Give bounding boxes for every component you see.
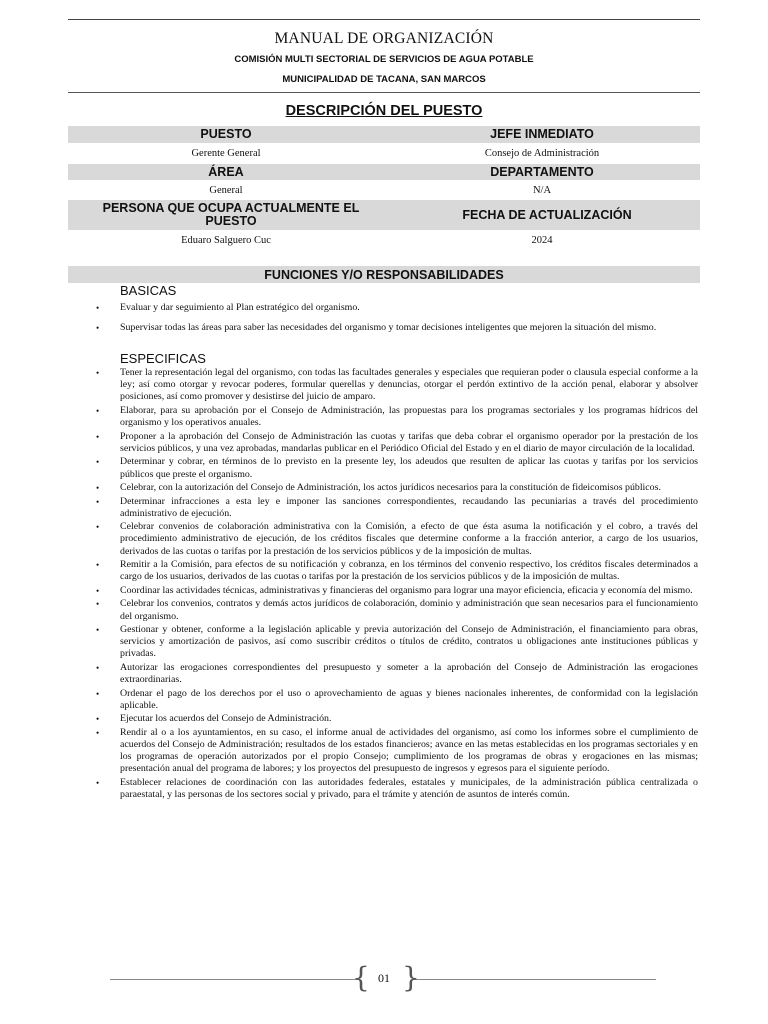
bullet-icon: • [96, 662, 100, 673]
list-item: • Tener la representación legal del organismo, con todas las facultades generales y especiales que requieran poder o clausula especial conforme a la ley; así como otorgar y revocar poderes, formular querellas y denuncias, otorgar el perdón extintivo de la acción penal, elaborar y absolver posiciones, así como promover y desistirse del juicio de amparo. [96, 367, 698, 403]
bullet-icon: • [96, 585, 100, 596]
position-table [68, 126, 700, 250]
list-item: • Elaborar, para su aprobación por el Consejo de Administración, las propuestas para los programas sectoriales y los programas hídricos del organismo y los operativos anuales. [96, 404, 698, 429]
bullet-icon: • [96, 688, 100, 699]
bullet-icon: • [96, 777, 100, 788]
list-item: • Proponer a la aprobación del Consejo de Administración las cuotas y tarifas que deba cobrar el organismo operador por la prestación de los servicios públicos, y una vez aprobadas, mandarlas publicar en el Periódico Oficial del Estado y en el diario de mayor circulación de la localidad. [96, 430, 698, 454]
departamento-label: DEPARTAMENTO [490, 164, 594, 179]
bullet-icon: • [96, 483, 100, 494]
area-label: ÁREA [208, 164, 244, 179]
position-value-row [68, 143, 700, 164]
list-item: • Ejecutar los acuerdos del Consejo de Administración. [96, 713, 332, 725]
list-item: • Ordenar el pago de los derechos por el uso o aprovechamiento de aguas y bienes nacionales inherentes, de conformidad con la legislación aplicable. [96, 687, 698, 711]
persona-value-row [68, 230, 700, 250]
specific-list [68, 367, 698, 803]
area-header-row [68, 164, 700, 180]
footer-rule-right [412, 979, 656, 980]
persona-label: PERSONA QUE OCUPA ACTUALMENTE EL PUESTO [102, 201, 360, 228]
bullet-icon: • [96, 496, 100, 507]
list-item: • Remitir a la Comisión, para efectos de su notificación y cobranza, en los términos del convenio respectivo, los créditos fiscales determinados a cargo de los usuarios, derivados de las cuotas o tarifas por la prestación de los servicios públicos y de la imposición de multas. [96, 559, 698, 583]
list-item: • Coordinar las actividades técnicas, administrativas y financieras del organismo para lograr una mayor eficiencia, eficacia y economía del mismo. [96, 584, 693, 596]
list-item: • Celebrar los convenios, contratos y demás actos jurídicos de colaboración, dominio y administración que sean necesarios para el funcionamiento del organismo. [96, 598, 698, 622]
bullet-icon: • [96, 368, 100, 378]
jefe-label: JEFE INMEDIATO [490, 127, 594, 141]
departamento-value: N/A [532, 184, 552, 196]
bullet-icon: • [96, 599, 100, 610]
bullet-icon: • [96, 303, 100, 313]
persona-value: Eduaro Salguero Cuc [181, 234, 271, 246]
right-brace-icon: } [402, 961, 420, 994]
list-item: • Rendir al o a los ayuntamientos, en su caso, el informe anual de actividades del organismo, así como los informes sobre el cumplimiento de acuerdos del Consejo de Administración; resultados de los estados financieros; avance en las metas establecidas en los programas sectoriales y en los programas de operación autorizados por el propio Consejo; cumplimiento de los programas de obras y erogaciones en las mismas; presentación anual del programa de labores; y los proyectos del presupuesto de ingresos y egresos para el siguiente período. [96, 726, 698, 775]
bullet-icon: • [96, 522, 100, 533]
list-item: • Autorizar las erogaciones correspondientes del presupuesto y someter a la aprobación del Consejo de Administración las erogaciones extraordinarias. [96, 661, 698, 686]
bullet-icon: • [96, 560, 100, 571]
bullet-icon: • [96, 457, 100, 468]
manual-title: MANUAL DE ORGANIZACIÓN [274, 30, 494, 47]
functions-title: FUNCIONES Y/O RESPONSABILIDADES [68, 266, 700, 283]
bullet-icon: • [96, 405, 100, 416]
organization-name: COMISIÓN MULTI SECTORIAL DE SERVICIOS DE AGUA POTABLE [234, 54, 534, 65]
jefe-value: Consejo de Administración [484, 148, 600, 159]
puesto-value: Gerente General [191, 148, 261, 159]
list-item: • Establecer relaciones de coordinación con las autoridades federales, estatales y municipales, de la administración pública centralizada o paraestatal, y las personas de los sectores social y privado, para el trámite y atención de asuntos de interés común. [96, 776, 698, 801]
bullet-icon: • [96, 323, 100, 333]
page-number: 01 [378, 971, 390, 985]
puesto-label: PUESTO [200, 127, 252, 141]
list-item: • Evaluar y dar seguimiento al Plan estratégico del organismo. [96, 302, 360, 313]
specific-heading: ESPECIFICAS [120, 351, 206, 366]
list-item: • Gestionar y obtener, conforme a la legislación aplicable y previa autorización del Consejo de Administración, el financiamiento para obras, servicios y amortización de pasivos, así como suscribir créditos o títulos de crédito, contratos u obligaciones ante instituciones públicas y privadas. [96, 624, 698, 660]
bullet-icon: • [96, 714, 100, 725]
bullet-icon: • [96, 727, 100, 738]
municipality-name: MUNICIPALIDAD DE TACANA, SAN MARCOS [282, 74, 486, 85]
persona-header-row [68, 200, 700, 230]
basic-list [68, 301, 698, 341]
list-item: • Celebrar convenios de colaboración administrativa con la Comisión, a efecto de que ésta asuma la notificación y el cobro, a través del procedimiento administrativo de ejecución, de los créditos fiscales que determine conforme a la fracción anterior, a cargo de los usuarios, derivados de las cuotas o tarifas por la prestación de los servicios públicos y de la imposición de multas. [96, 521, 698, 557]
basic-heading: BASICAS [120, 283, 177, 298]
fecha-label: FECHA DE ACTUALIZACIÓN [462, 207, 632, 222]
header-rule [68, 92, 700, 93]
list-item: • Supervisar todas las áreas para saber las necesidades del organismo y tomar decisiones inteligentes que mejoren la situación del mismo. [96, 322, 657, 333]
left-brace-icon: { [352, 961, 370, 994]
bullet-icon: • [96, 625, 100, 636]
footer-rule-left [110, 979, 360, 980]
top-rule [68, 19, 700, 20]
position-header-row [68, 126, 700, 143]
list-item: • Determinar y cobrar, en términos de lo previsto en la presente ley, los adeudos que resulten de aplicar las cuotas y tarifas por los servicios públicos que preste el organismo. [96, 456, 698, 480]
fecha-value: 2024 [531, 234, 553, 246]
description-title: DESCRIPCIÓN DEL PUESTO [285, 103, 483, 119]
area-value: General [209, 184, 243, 196]
list-item: • Determinar infracciones a esta ley e imponer las sanciones correspondientes, recaudando las pecuniarias a través del procedimiento administrativo de ejecución. [96, 495, 698, 519]
list-item: • Celebrar, con la autorización del Consejo de Administración, los actos jurídicos necesarios para la constitución de fideicomisos públicos. [96, 482, 661, 494]
area-value-row [68, 180, 700, 200]
bullet-icon: • [96, 431, 100, 442]
